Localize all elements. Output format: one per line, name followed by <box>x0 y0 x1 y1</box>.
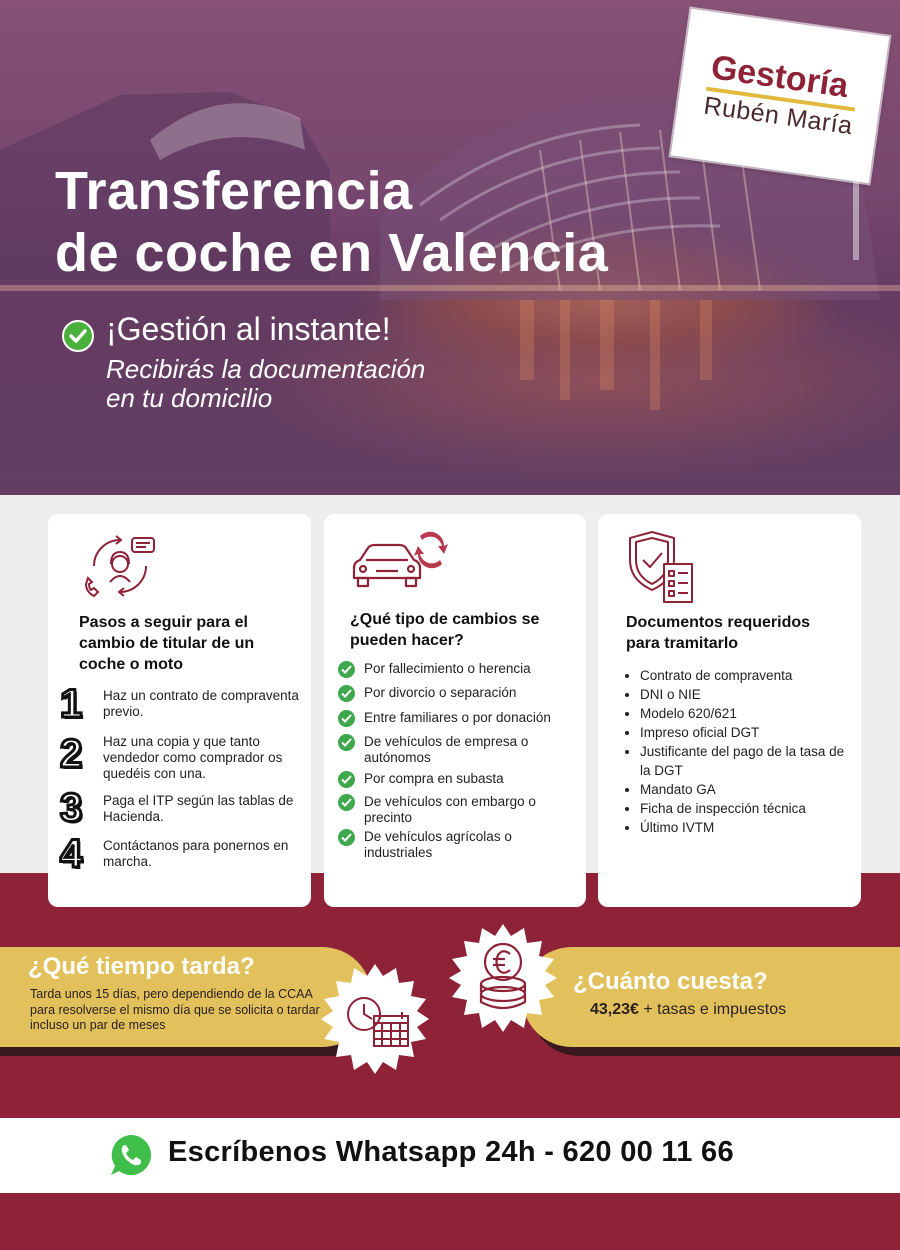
change-item <box>338 829 578 861</box>
change-item-label: De vehículos agrícolas o industriales <box>364 829 512 860</box>
hero-subtitle: ¡Gestión al instante! <box>106 311 391 347</box>
step-number-2: 2 <box>60 732 83 776</box>
documents-title-line2: para tramitarlo <box>626 635 739 652</box>
stamp-name: Rubén María <box>701 91 855 141</box>
brand-stamp <box>671 9 890 183</box>
footer-bottom-band <box>0 1193 900 1250</box>
steps-title <box>79 612 299 675</box>
step-number-3: 3 <box>60 786 83 830</box>
changes-title <box>350 609 575 651</box>
check-icon <box>338 829 355 846</box>
step-text-2: Haz una copia y que tanto vendedor como comprador os quedéis con una. <box>103 734 283 781</box>
hero-title-line2: de coche en Valencia <box>55 223 609 283</box>
documents-title <box>626 612 851 654</box>
hero-title <box>55 160 608 284</box>
document-item: • Modelo 620/621 <box>640 704 849 723</box>
documents-card <box>598 514 861 907</box>
check-icon <box>338 794 355 811</box>
changes-title-line2: pueden hacer? <box>350 632 464 649</box>
steps-title-line3: coche o moto <box>79 656 184 673</box>
documents-list <box>624 666 849 837</box>
document-item: • Mandato GA <box>640 780 849 799</box>
change-item <box>338 794 578 826</box>
car-exchange-icon <box>348 526 448 596</box>
check-icon <box>338 771 355 788</box>
step-number-1: 1 <box>60 682 83 726</box>
cost-banner <box>522 947 900 1047</box>
cost-price: 43,23€ <box>590 1001 639 1018</box>
calendar-clock-icon <box>318 962 432 1076</box>
hero-note-line2: en tu domicilio <box>106 383 273 413</box>
changes-card <box>324 514 586 907</box>
change-item <box>338 661 578 677</box>
change-item-label: Entre familiares o por donación <box>364 710 551 725</box>
document-item: • Ficha de inspección técnica <box>640 799 849 818</box>
steps-card <box>48 514 311 907</box>
document-item: • Impreso oficial DGT <box>640 723 849 742</box>
step-text-3: Paga el ITP según las tablas de Hacienda. <box>103 793 294 824</box>
time-title: ¿Qué tiempo tarda? <box>28 953 255 980</box>
change-item <box>338 710 578 726</box>
step-text-1: Haz un contrato de compraventa previo. <box>103 688 299 719</box>
time-text: Tarda unos 15 días, pero dependiendo de la CCAA para resolverse el mismo día que se solicita o tardar incluso un par de meses <box>30 987 320 1032</box>
change-item-label: Por divorcio o separación <box>364 685 517 700</box>
change-item <box>338 771 578 787</box>
check-circle-icon <box>62 320 94 352</box>
document-item: • Contrato de compraventa <box>640 666 849 685</box>
hero-note <box>106 355 425 413</box>
hero-note-line1: Recibirás la documentación <box>106 354 426 384</box>
step-number-4: 4 <box>60 832 83 876</box>
document-item: • Justificante del pago de la tasa de la DGT <box>640 742 849 780</box>
change-item <box>338 734 578 766</box>
change-item <box>338 685 578 701</box>
hero-title-line1: Transferencia <box>55 161 413 221</box>
steps-title-line2: cambio de titular de un <box>79 635 255 652</box>
changes-title-line1: ¿Qué tipo de cambios se <box>350 611 540 628</box>
whatsapp-icon[interactable] <box>109 1133 153 1177</box>
step-text-4: Contáctanos para ponernos en marcha. <box>103 838 289 869</box>
cost-extra: + tasas e impuestos <box>638 1001 787 1018</box>
check-icon <box>338 661 355 678</box>
change-item-label: De vehículos con embargo o precinto <box>364 794 536 825</box>
change-item-label: Por compra en subasta <box>364 771 504 786</box>
document-item: • DNI o NIE <box>640 685 849 704</box>
check-icon <box>338 685 355 702</box>
check-icon <box>338 710 355 727</box>
cost-title: ¿Cuánto cuesta? <box>573 968 768 995</box>
stamp-brand: Gestoría <box>708 48 851 106</box>
steps-title-line1: Pasos a seguir para el <box>79 614 248 631</box>
cost-text <box>590 1001 786 1019</box>
change-item-label: Por fallecimiento o herencia <box>364 661 531 676</box>
document-item: • Último IVTM <box>640 818 849 837</box>
documents-title-line1: Documentos requeridos <box>626 614 811 631</box>
change-item-label: De vehículos de empresa o autónomos <box>364 734 529 765</box>
hero-banner <box>0 0 900 495</box>
euro-coins-icon <box>447 922 559 1034</box>
support-agent-icon <box>80 526 160 606</box>
whatsapp-contact-text[interactable]: Escríbenos Whatsapp 24h - 620 00 11 66 <box>168 1136 734 1168</box>
shield-document-icon <box>626 528 698 608</box>
check-icon <box>338 734 355 751</box>
